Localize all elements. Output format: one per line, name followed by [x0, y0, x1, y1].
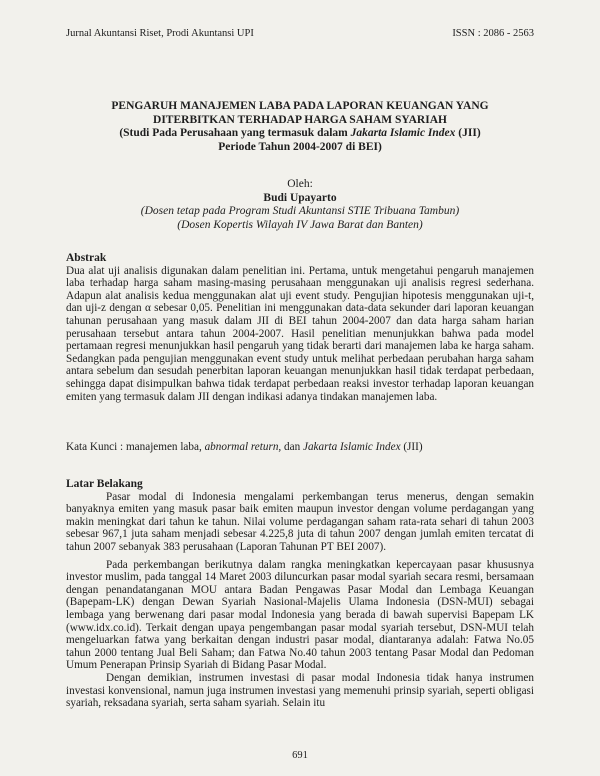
abstract-heading: Abstrak — [66, 252, 107, 264]
subtitle — [60, 127, 540, 141]
oleh-label: Oleh: — [287, 178, 313, 190]
subtitle-suffix: (JII) — [455, 127, 481, 139]
background-section — [66, 478, 534, 710]
author-affiliation-1: (Dosen tetap pada Program Studi Akuntansi STIE Tribuana Tambun) — [140, 205, 460, 217]
keywords — [66, 441, 534, 454]
keywords-label: Kata Kunci : — [66, 441, 126, 453]
issn: ISSN : 2086 - 2563 — [452, 28, 534, 39]
title-line-2: DITERBITKAN TERHADAP HARGA SAHAM SYARIAH — [153, 113, 447, 126]
author-name: Budi Upayarto — [263, 191, 337, 204]
keyword-1: manajemen laba, — [125, 441, 205, 453]
abstract-text: Dua alat uji analisis digunakan dalam penelitian ini. Pertama, untuk mengetahui pengaruh manajemen laba terhadap harga saham masing-masing perusahaan menggunakan uji analisis regresi sederhana. Adapun alat analisis kedua menggunakan alat uji event study. Pengujian hipotesis menggunakan uji-t, dan uji-z dengan α sebesar 0,05. Penelitian ini menggunakan data-data sekunder dari laporan keuangan tahunan perusahaan yang masuk dalam JII di BEI tahun 2004-2007 dan data harga saham harian perusahaan tersebut antara tahun 2004-2007. Hasil penelitian menunjukkan bahwa pada model pertamaan regresi menunjukkan hasil pengaruh yang tidak berarti dari manajemen laba ke harga saham. Sedangkan pada pengujian menggunakan event study untuk melihat perbedaan perubahan harga saham antara sebelum dan sesudah penerbitan laporan keuangan menunjukkan hasil tidak terdapat perbedaan, sehingga dapat disimpulkan bahwa tidak terdapat perbedaan reaksi investor terhadap laporan keuangan emiten yang termasuk dalam JII dengan indikasi adanya tindakan manajemen laba. — [66, 264, 534, 403]
author-affiliation-2: (Dosen Kopertis Wilayah IV Jawa Barat dan Banten) — [177, 218, 423, 231]
background-paragraph-3: Dengan demikian, instrumen investasi di pasar modal Indonesia tidak hanya instrumen investasi konvensional, namun juga instrumen investasi yang memenuhi prinsip syariah, seperti obligasi syariah, reksadana syariah, serta saham syariah. Selain itu — [66, 671, 534, 710]
page-number: 691 — [292, 750, 308, 761]
article-title — [60, 100, 540, 154]
background-heading: Latar Belakang — [66, 478, 143, 490]
subtitle-index: Jakarta Islamic Index — [350, 127, 456, 139]
keyword-sep: dan — [281, 441, 303, 453]
subtitle-period: Periode Tahun 2004-2007 di BEI) — [218, 140, 382, 153]
keyword-5: (JII) — [400, 441, 423, 453]
abstract-section — [66, 252, 534, 403]
title-line-1: PENGARUH MANAJEMEN LABA PADA LAPORAN KEUANGAN YANG — [111, 100, 489, 112]
keyword-4: Jakarta Islamic Index — [302, 441, 401, 453]
background-paragraph-1: Pasar modal di Indonesia mengalami perkembangan terus menerus, dengan semakin banyaknya emiten yang masuk pasar baik emiten maupun investor dengan volume perdagangan yang makin meningkat dari tahun ke tahun. Nilai volume perdagangan saham rata-rata sehari di tahun 2003 sebesar 967,1 juta saham menjadi sebesar 4.225,8 juta di tahun 2007 dengan jumlah emiten tercatat di tahun 2007 sebanyak 383 perusahaan (Laporan Tahunan PT BEI 2007). — [66, 490, 534, 553]
journal-name: Jurnal Akuntansi Riset, Prodi Akuntansi UPI — [66, 28, 254, 39]
subtitle-prefix: (Studi Pada Perusahaan yang termasuk dalam — [119, 127, 351, 139]
author-block — [60, 178, 540, 232]
keyword-2: abnormal return, — [204, 441, 282, 453]
running-header — [66, 28, 534, 42]
background-paragraph-2: Pada perkembangan berikutnya dalam rangka meningkatkan kepercayaan pasar khususnya investor muslim, pada tanggal 14 Maret 2003 diluncurkan pasar modal syariah secara resmi, bersamaan dengan penandatanganan MOU antara Badan Pengawas Pasar Modal dan Lembaga Keuangan (Bapepam-LK) dengan Dewan Syariah Nasional-Majelis Ulama Indonesia (DSN-MUI) sebagai lembaga yang berwenang dari pasar modal Indonesia yang berada di bawah supervisi Bapepam LK (www.idx.co.id). Terkait dengan upaya pengembangan pasar modal syariah tersebut, DSN-MUI telah mengeluarkan fatwa yang berkaitan dengan industri pasar modal, diantaranya adalah: Fatwa No.05 tahun 2000 tentang Jual Beli Saham; dan Fatwa No.40 tahun 2003 tentang Pasar Modal dan Pedoman Umum Penerapan Prinsip Syariah di Bidang Pasar Modal. — [66, 558, 534, 672]
